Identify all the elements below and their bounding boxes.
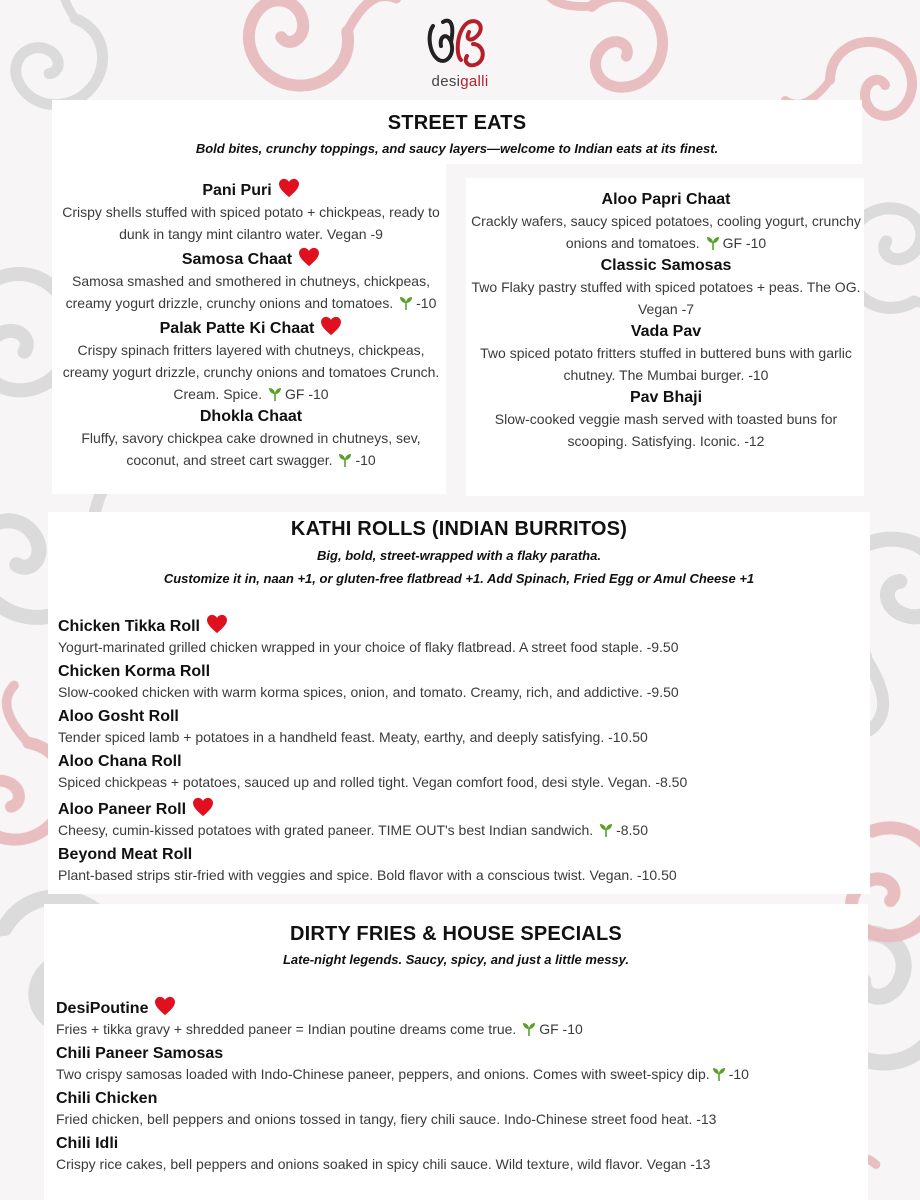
menu-item-description-text: Two Flaky pastry stuffed with spiced potatoes + peas. The OG. Vegan -7 [471,279,861,317]
menu-item-description-text: Spiced chickpeas + potatoes, sauced up and rolled tight. Vegan comfort food, desi style. Vegan. -8.50 [58,774,688,790]
menu-item-description-text: Crispy rice cakes, bell peppers and onions soaked in spicy chili sauce. Wild texture, wild flavor. Vegan -13 [56,1156,711,1172]
menu-item-description [58,865,858,886]
brand-logo [410,14,510,98]
menu-item-description [56,339,446,405]
menu-item-description-text: Two spiced potato fritters stuffed in buttered buns with garlic chutney. The Mumbai burger. -10 [480,345,852,383]
menu-item-name [58,614,858,637]
menu-item-description-text: Two crispy samosas loaded with Indo-Chinese paneer, peppers, and onions. Comes with sweet-spicy dip. [56,1066,710,1082]
menu-item-name-text: Classic Samosas [600,257,732,274]
menu-item-description [58,772,858,793]
menu-item-description-text: Fried chicken, bell peppers and onions tossed in tangy, fiery chili sauce. Indo-Chinese street food heat. -13 [56,1111,717,1127]
menu-item [56,247,446,314]
menu-item [56,178,446,245]
menu-item-name [56,1044,856,1064]
menu-item-name [58,662,858,682]
menu-item-name-text: Vada Pav [630,323,702,340]
menu-item-description-text: Yogurt-marinated grilled chicken wrapped in your choice of flaky flatbread. A street food staple. -9.50 [58,639,679,655]
menu-item-description [56,1064,856,1085]
menu-item-name [58,797,858,820]
heart-icon [278,178,300,198]
menu-item-description-text: Fries + tikka gravy + shredded paneer = Indian poutine dreams come true. [56,1021,521,1037]
menu-item [56,316,446,405]
menu-item-name-text: Aloo Papri Chaat [601,191,731,208]
menu-item-name-text: Aloo Paneer Roll [58,801,187,818]
menu-item-name [468,322,864,342]
menu-item-price-text: -8.50 [616,822,649,838]
menu-item [468,388,864,452]
menu-item-price-text: GF -10 [285,386,329,402]
leaf-icon [522,1022,536,1036]
heart-icon [320,316,342,336]
menu-item-description [56,1019,856,1040]
menu-item [56,996,856,1040]
kathi-rolls-list [58,614,858,890]
menu-item [56,1089,856,1130]
menu-item-description [58,820,858,841]
menu-item-name [56,407,446,427]
menu-item [58,752,858,793]
heart-icon [192,797,214,817]
menu-item-description-text: Cheesy, cumin-kissed potatoes with grated paneer. TIME OUT's best Indian sandwich. [58,822,598,838]
leaf-icon [706,236,720,250]
menu-item-name [58,707,858,727]
dirty-fries-list [56,996,856,1179]
menu-item-description-text: Slow-cooked veggie mash served with toasted buns for scooping. Satisfying. Iconic. -12 [494,411,838,449]
menu-item-name-text: Chili Chicken [56,1090,158,1107]
street-eats-left-list [56,178,446,473]
menu-item-description [56,1154,856,1175]
menu-item [468,256,864,320]
menu-item-description-text: Samosa smashed and smothered in chutneys, chickpeas, creamy yogurt drizzle, crunchy onions and tomatoes. [65,273,430,311]
menu-item-description [468,342,864,386]
logo-mark-icon [425,14,495,72]
menu-item-description [58,682,858,703]
menu-item-description-text: Crispy shells stuffed with spiced potato + chickpeas, ready to dunk in tangy mint cilantro water. Vegan -9 [62,204,440,242]
menu-item [468,190,864,254]
menu-item-name [468,190,864,210]
menu-item-name-text: Samosa Chaat [181,251,293,268]
menu-item-description-text: Tender spiced lamb + potatoes in a handheld feast. Meaty, earthy, and deeply satisfying. -10.50 [58,729,648,745]
menu-item-description-text: Crispy spinach fritters layered with chutneys, chickpeas, creamy yogurt drizzle, crunchy onions and tomatoes Crunch. Cream. Spice. [62,342,440,402]
menu-item-description [58,727,858,748]
menu-item-description [468,210,864,254]
menu-item-description-text: Crackly wafers, saucy spiced potatoes, cooling yogurt, crunchy onions and tomatoes. [471,213,861,251]
menu-item-name-text: Aloo Chana Roll [58,753,182,770]
menu-item [58,797,858,841]
menu-item-description [56,201,446,245]
street-eats-tagline: Bold bites, crunchy toppings, and saucy layers—welcome to Indian eats at its finest. [195,141,719,156]
menu-item-name [56,316,446,339]
menu-item-description [56,427,446,471]
menu-item-price-text: GF -10 [539,1021,583,1037]
menu-item-name-text: DesiPoutine [56,1000,149,1017]
menu-item [58,845,858,886]
menu-item-name [58,845,858,865]
menu-item [468,322,864,386]
menu-item-price-text: -10 [355,452,376,468]
heart-icon [298,247,320,267]
kathi-rolls-title: KATHI ROLLS (INDIAN BURRITOS) [290,518,628,540]
kathi-rolls-tagline-1: Big, bold, street-wrapped with a flaky paratha. [317,548,601,563]
heart-icon [206,614,228,634]
menu-item-name [58,752,858,772]
menu-item-name [468,256,864,276]
menu-item-name-text: Chicken Tikka Roll [58,618,200,635]
menu-item-name [56,1134,856,1154]
menu-item-name-text: Pav Bhaji [629,389,703,406]
menu-item-name-text: Palak Patte Ki Chaat [159,320,315,337]
leaf-icon [268,387,282,401]
heart-icon [154,996,176,1016]
street-eats-title: STREET EATS [387,112,527,134]
menu-item-description [58,637,858,658]
leaf-icon [338,453,352,467]
menu-item-description [56,270,446,314]
menu-item-description-text: Slow-cooked chicken with warm korma spices, onion, and tomato. Creamy, rich, and addictive. -9.50 [58,684,679,700]
menu-item-price-text: -10 [416,295,437,311]
leaf-icon [399,296,413,310]
menu-item [56,1044,856,1085]
menu-item-description [468,276,864,320]
menu-item [58,614,858,658]
dirty-fries-tagline: Late-night legends. Saucy, spicy, and just a little messy. [282,952,630,967]
menu-item-name-text: Chili Paneer Samosas [56,1045,224,1062]
brand-wordmark: desigalli [431,73,489,90]
menu-item-description [468,408,864,452]
leaf-icon [599,823,613,837]
menu-item-name-text: Chicken Korma Roll [58,663,211,680]
menu-item-name [56,996,856,1019]
menu-item-description-text: Plant-based strips stir-fried with veggies and spice. Bold flavor with a conscious twist. Vegan. -10.50 [58,867,677,883]
leaf-icon [712,1067,726,1081]
menu-item-name-text: Beyond Meat Roll [58,846,193,863]
menu-item-price-text: -10 [728,1066,749,1082]
menu-item [56,407,446,471]
menu-item-name [56,1089,856,1109]
kathi-rolls-tagline-2: Customize it in, naan +1, or gluten-free flatbread +1. Add Spinach, Fried Egg or Amul Cheese +1 [163,571,755,586]
menu-item [58,662,858,703]
menu-item-name-text: Chili Idli [56,1135,119,1152]
menu-item-name-text: Pani Puri [202,182,272,199]
menu-item-price-text: GF -10 [722,235,767,251]
menu-item-name [468,388,864,408]
street-eats-right-list [468,190,864,454]
menu-item [58,707,858,748]
dirty-fries-title: DIRTY FRIES & HOUSE SPECIALS [290,923,622,945]
menu-item-name [56,247,446,270]
menu-item-description [56,1109,856,1130]
menu-item [56,1134,856,1175]
menu-item-description-text: Fluffy, savory chickpea cake drowned in chutneys, sev, coconut, and street cart swagger. [81,430,421,468]
menu-item-name-text: Aloo Gosht Roll [58,708,179,725]
menu-item-name-text: Dhokla Chaat [199,408,303,425]
menu-item-name [56,178,446,201]
